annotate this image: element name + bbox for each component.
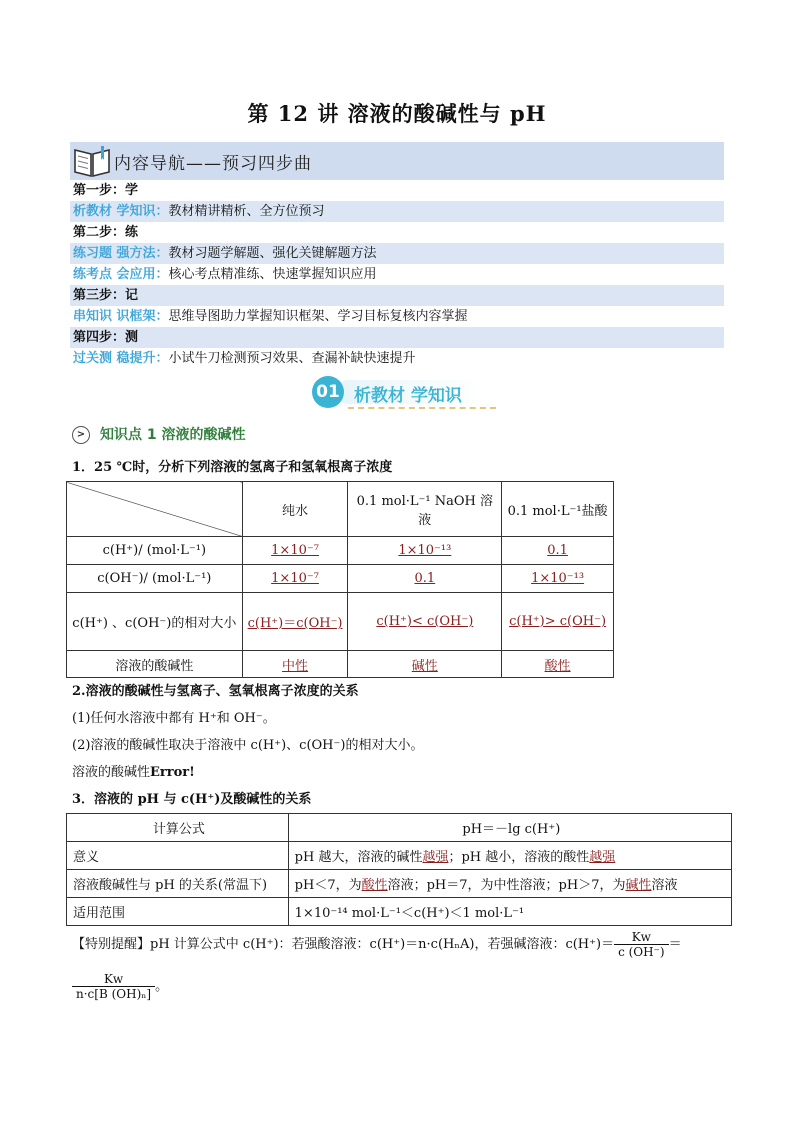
- row-label: c(OH⁻)/ (mol·L⁻¹): [67, 565, 243, 593]
- table-cell: 1×10⁻⁷: [242, 537, 348, 565]
- section-2-para-3-text: 溶液的酸碱性: [72, 765, 151, 780]
- cell-text: pH＜7，为: [294, 878, 362, 893]
- arrow-circle-icon: >: [72, 426, 90, 444]
- nav-item-label: 析教材 学知识：: [73, 204, 169, 219]
- ph-table: [66, 813, 732, 926]
- tip-end: 。: [155, 979, 169, 994]
- nav-item-description: 教材精讲精析、全方位预习: [168, 204, 325, 219]
- nav-row: [70, 264, 724, 285]
- nav-step-label: 第三步：记: [73, 288, 139, 303]
- table-cell: c(H⁺)> c(OH⁻): [502, 593, 614, 651]
- nav-step-label: 第一步：学: [73, 183, 139, 198]
- row-label: 溶液酸碱性与 pH 的关系(常温下): [67, 870, 289, 898]
- table-cell: 中性: [242, 651, 348, 678]
- answer-text: 酸性: [361, 878, 388, 893]
- table-cell: 0.1: [502, 537, 614, 565]
- nav-row: [70, 348, 724, 369]
- header-naoh: 0.1 mol·L⁻¹ NaOH 溶液: [348, 482, 502, 537]
- table-cell: 1×10⁻¹³: [502, 565, 614, 593]
- nav-row: [70, 306, 724, 327]
- fraction-denominator: n·c[B (OH)ₙ]: [76, 987, 152, 1001]
- table-cell: 0.1: [348, 565, 502, 593]
- nav-item-label: 过关测 稳提升：: [73, 351, 169, 366]
- page-title: 第 12 讲 溶液的酸碱性与 pH: [247, 101, 547, 126]
- content-navigation: [70, 142, 724, 369]
- header-hcl: 0.1 mol·L⁻¹盐酸: [502, 482, 614, 537]
- cell-text: 溶液: [651, 878, 678, 893]
- nav-row: [70, 180, 724, 201]
- nav-item-description: 小试牛刀检测预习效果、查漏补缺快速提升: [168, 351, 416, 366]
- cell-text: pH 越大，溶液的碱性: [294, 850, 423, 865]
- table-cell: 1×10⁻¹³: [348, 537, 502, 565]
- nav-header: [70, 142, 724, 180]
- nav-item-description: 教材习题学解题、强化关键解题方法: [168, 246, 377, 261]
- section-banner: [312, 376, 487, 410]
- nav-step-label: 第二步：练: [73, 225, 139, 240]
- table-cell: 1×10⁻¹⁴ mol·L⁻¹＜c(H⁺)＜1 mol·L⁻¹: [288, 898, 731, 926]
- error-text: Error!: [150, 765, 195, 780]
- nav-title: 内容导航——预习四步曲: [114, 154, 312, 174]
- section-2-para-3: [72, 761, 195, 780]
- table-corner-cell: [67, 482, 243, 537]
- special-tip: [72, 930, 734, 959]
- section-2-para-1: (1)任何水溶液中都有 H⁺和 OH⁻。: [72, 711, 276, 726]
- concentration-table: [66, 481, 614, 678]
- nav-item-label: 练习题 强方法：: [73, 246, 169, 261]
- section-2-para-2: (2)溶液的酸碱性取决于溶液中 c(H⁺)、c(OH⁻)的相对大小。: [72, 738, 424, 753]
- row-label: 适用范围: [67, 898, 289, 926]
- fraction-numerator: Kw: [72, 972, 155, 987]
- knowledge-point-heading: [72, 424, 246, 446]
- nav-row: [70, 201, 724, 222]
- cell-text: ；pH 越小，溶液的酸性: [448, 850, 590, 865]
- nav-rows: [70, 180, 724, 369]
- special-tip-continued: [72, 972, 168, 1001]
- kw-fraction-1: [614, 930, 669, 959]
- header-pure-water: 纯水: [242, 482, 348, 537]
- nav-item-description: 思维导图助力掌握知识框架、学习目标复核内容掌握: [168, 309, 468, 324]
- nav-step-label: 第四步：测: [73, 330, 139, 345]
- nav-row: [70, 243, 724, 264]
- nav-row: [70, 285, 724, 306]
- book-icon: [73, 144, 111, 178]
- table-cell: c(H⁺)＝c(OH⁻): [242, 593, 348, 651]
- table-cell: 碱性: [348, 651, 502, 678]
- table-cell: [288, 870, 731, 898]
- answer-text: 越强: [422, 850, 449, 865]
- nav-row: [70, 222, 724, 243]
- section-3-heading: 3．溶液的 pH 与 c(H⁺)及酸碱性的关系: [72, 792, 312, 807]
- equals-sign: ＝: [668, 937, 682, 952]
- fraction-numerator: Kw: [614, 930, 669, 945]
- section-2-heading: 2.溶液的酸碱性与氢离子、氢氧根离子浓度的关系: [72, 684, 359, 699]
- answer-text: 越强: [589, 850, 616, 865]
- section-1-heading: 1．25 ℃时，分析下列溶液的氢离子和氢氧根离子浓度: [72, 460, 393, 475]
- answer-text: 碱性: [625, 878, 652, 893]
- table-cell: pH＝－lg c(H⁺): [288, 814, 731, 842]
- table-cell: [288, 842, 731, 870]
- banner-text: 析教材 学知识: [354, 386, 462, 406]
- nav-item-label: 练考点 会应用：: [73, 267, 169, 282]
- row-label: c(H⁺)/ (mol·L⁻¹): [67, 537, 243, 565]
- nav-row: [70, 327, 724, 348]
- fraction-denominator: c (OH⁻): [618, 945, 665, 959]
- table-cell: 1×10⁻⁷: [242, 565, 348, 593]
- banner-underline: [348, 407, 496, 409]
- table-cell: 酸性: [502, 651, 614, 678]
- nav-item-description: 核心考点精准练、快速掌握知识应用: [168, 267, 377, 282]
- row-label: 意义: [67, 842, 289, 870]
- tip-text: 【特别提醒】pH 计算公式中 c(H⁺)：若强酸溶液：c(H⁺)＝n·c(HₙA)，若强碱溶液：c(H⁺)＝: [72, 937, 615, 952]
- row-label: 溶液的酸碱性: [67, 651, 243, 678]
- kw-fraction-2: [72, 972, 155, 1001]
- cell-text: 溶液；pH＝7，为中性溶液；pH＞7，为: [387, 878, 626, 893]
- nav-item-label: 串知识 识框架：: [73, 309, 169, 324]
- row-label: c(H⁺) 、c(OH⁻)的相对大小: [67, 593, 243, 651]
- table-cell: c(H⁺)< c(OH⁻): [348, 593, 502, 651]
- banner-number: 01: [312, 376, 344, 408]
- row-label: 计算公式: [67, 814, 289, 842]
- knowledge-point-text: 知识点 1 溶液的酸碱性: [100, 427, 246, 443]
